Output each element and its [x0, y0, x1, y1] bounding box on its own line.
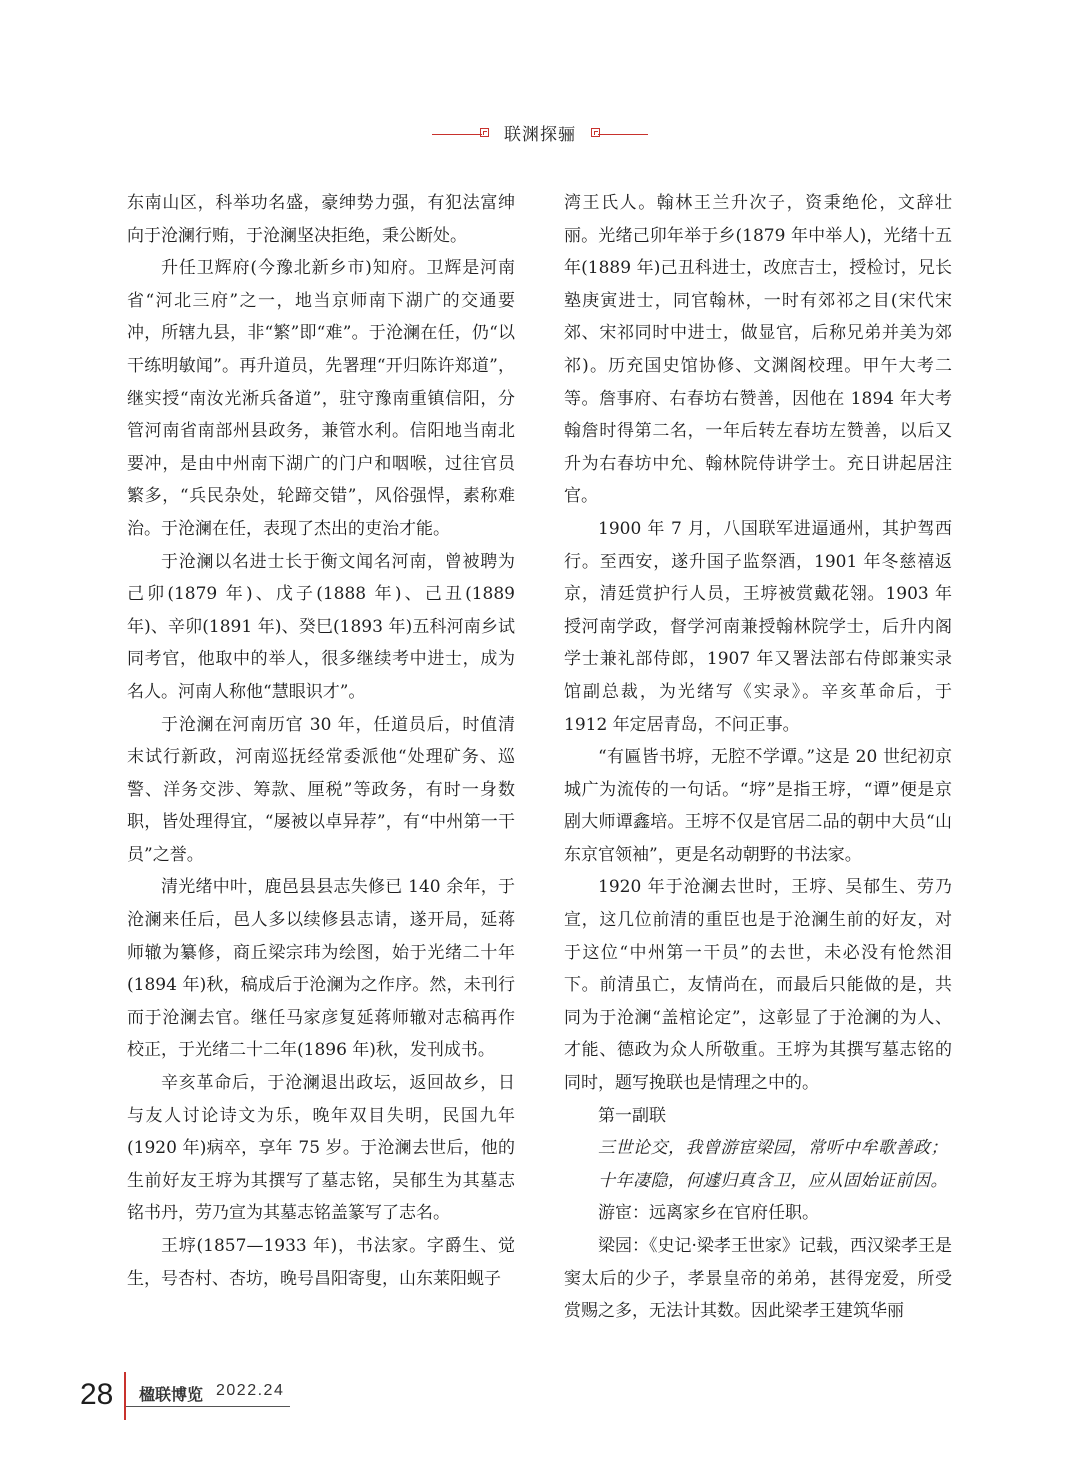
magazine-name: 楹联博览	[139, 1385, 204, 1404]
couplet-heading: 第一副联	[598, 1105, 666, 1126]
paragraph: 于沧澜以名进士长于衡文闻名河南，曾被聘为己卯(1879 年)、戊子(1888 年)、己丑(1889 年)、辛卯(1891 年)、癸巳(1893 年)五科河南乡试同考官，他取中的举人，很多继续考中进士，成为名人。河南人称他“慧眼识才”。	[127, 551, 515, 702]
header-ornament-left-icon	[480, 128, 489, 137]
paragraph: 于沧澜在河南历官 30 年，任道员后，时值清末试行新政，河南巡抚经常委派他“处理矿务、巡警、洋务交涉、筹款、厘税”等政务，有时一身数职，皆处理得宜，“屡被以卓异荐”，有“中州第一干员”之誉。	[127, 714, 515, 865]
right-column	[564, 187, 952, 1328]
left-column	[127, 187, 515, 1295]
header-rule-right	[598, 134, 648, 135]
footer-rule	[126, 1406, 290, 1407]
paragraph: 辛亥革命后，于沧澜退出政坛，返回故乡，日与友人讨论诗文为乐，晚年双目失明，民国九年(1920 年)病卒，享年 75 岁。于沧澜去世后，他的生前好友王垿为其撰写了墓志铭，吴郁生为其墓志铭书丹，劳乃宣为其墓志铭盖篆写了志名。	[127, 1073, 515, 1224]
couplet-line: 三世论交，我曾游宦梁园，常听中牟歌善政；	[598, 1138, 948, 1159]
header-rule-left	[432, 134, 482, 135]
paragraph: 王垿(1857—1933 年)，书法家。字爵生、觉生，号杏村、杏坊，晚号昌阳寄叟，山东莱阳蚬子	[127, 1236, 515, 1289]
running-header	[0, 120, 1080, 150]
issue-number: 2022.24	[216, 1382, 285, 1399]
couplet-line: 十年凄隐，何遽归真含卫，应从固始证前因。	[598, 1170, 948, 1191]
paragraph: 1900 年 7 月，八国联军进逼通州，其护驾西行。至西安，遂升国子监祭酒，1901 年冬慈禧返京，清廷赏护行人员，王垿被赏戴花翎。1903 年授河南学政，督学河南兼授翰林院学士，后升内阁学士兼礼部侍郎，1907 年又署法部右侍郎兼实录馆副总裁，为光绪写《实录》。辛亥革命后，于 1912 年定居青岛，不问正事。	[564, 518, 952, 735]
header-ornament-right-icon	[591, 128, 600, 137]
annotation: 游宦：远离家乡在官府任职。	[598, 1203, 819, 1224]
paragraph: “有匾皆书垿，无腔不学谭。”这是 20 世纪初京城广为流传的一句话。“垿”是指王垿，“谭”便是京剧大师谭鑫培。王垿不仅是官居二品的朝中大员“山东京官领袖”，更是名动朝野的书法家。	[564, 747, 952, 865]
annotation: 梁园：《史记·梁孝王世家》记载，西汉梁孝王是窦太后的少子，孝景皇帝的弟弟，甚得宠爱，所受赏赐之多，无法计其数。因此梁孝王建筑华丽	[564, 1236, 952, 1322]
page-number: 28	[80, 1378, 114, 1411]
paragraph: 东南山区，科举功名盛，豪绅势力强，有犯法富绅向于沧澜行贿，于沧澜坚决拒绝，秉公断处。	[127, 193, 515, 246]
page-footer	[0, 1372, 1080, 1432]
footer-divider	[124, 1372, 126, 1420]
paragraph: 1920 年于沧澜去世时，王垿、吴郁生、劳乃宣，这几位前清的重臣也是于沧澜生前的好友，对于这位“中州第一干员”的去世，未必没有怆然泪下。前清虽亡，友情尚在，而最后只能做的是，共同为于沧澜“盖棺论定”，这彰显了于沧澜的为人、才能、德政为众人所敬重。王垿为其撰写墓志铭的同时，题写挽联也是情理之中的。	[564, 877, 952, 1094]
paragraph: 湾王氏人。翰林王兰升次子，资秉绝伦，文辞壮丽。光绪己卯年举于乡(1879 年中举人)，光绪十五年(1889 年)己丑科进士，改庶吉士，授检讨，兄长塾庚寅进士，同官翰林，一时有郊祁之目(宋代宋郊、宋祁同时中进士，做显官，后称兄弟并美为郊祁)。历充国史馆协修、文渊阁校理。甲午大考二等。詹事府、右春坊右赞善，因他在 1894 年大考翰詹时得第二名，一年后转左春坊左赞善，以后又升为右春坊中允、翰林院侍讲学士。充日讲起居注官。	[564, 193, 952, 507]
paragraph: 清光绪中叶，鹿邑县县志失修已 140 余年，于沧澜来任后，邑人多以续修县志请，遂开局，延蒋师辙为纂修，商丘梁宗玮为绘图，始于光绪二十年(1894 年)秋，稿成后于沧澜为之作序。然，未刊行而于沧澜去官。继任马家彦复延蒋师辙对志稿再作校正，于光绪二十二年(1896 年)秋，发刊成书。	[127, 877, 515, 1061]
section-title: 联渊探骊	[504, 125, 576, 145]
paragraph: 升任卫辉府(今豫北新乡市)知府。卫辉是河南省“河北三府”之一，地当京师南下湖广的交通要冲，所辖九县，非“繁”即“难”。于沧澜在任，仍“以干练明敏闻”。再升道员，先署理“开归陈许郑道”，继实授“南汝光淅兵备道”，驻守豫南重镇信阳，分管河南省南部州县政务，兼管水利。信阳地当南北要冲，是由中州南下湖广的门户和咽喉，过往官员繁多，“兵民杂处，轮蹄交错”，风俗强悍，素称难治。于沧澜在任，表现了杰出的吏治才能。	[127, 258, 515, 539]
